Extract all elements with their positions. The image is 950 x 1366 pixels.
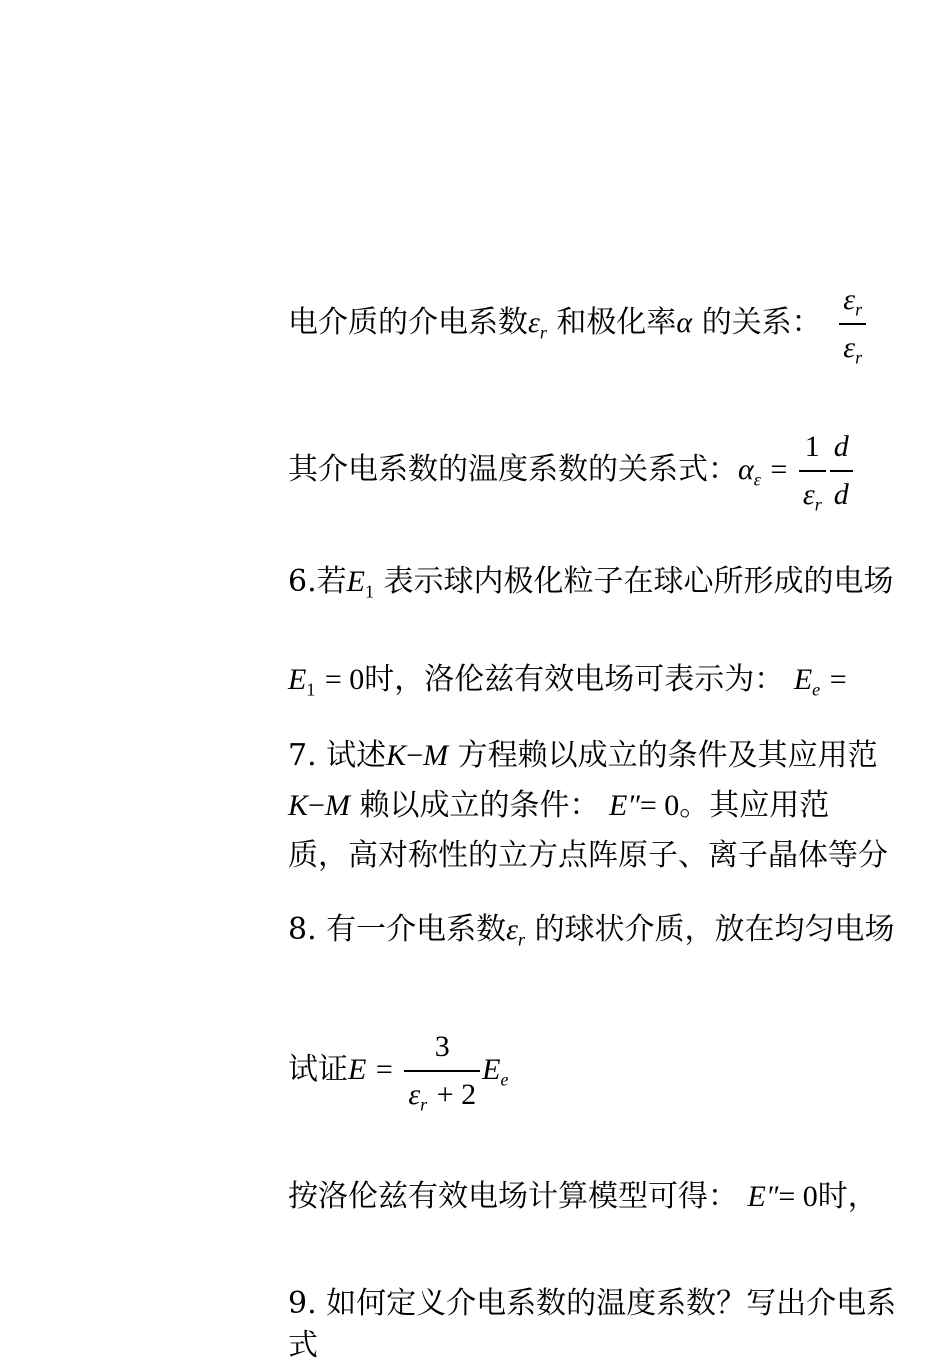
text-line-question-9: 9. 如何定义介电系数的温度系数？写出介电系 <box>288 1286 897 1321</box>
symbol-alpha-epsilon: $\alpha_\varepsilon$ <box>738 453 761 490</box>
text-line-question-6: 6.若$E_1$ 表示球内极化粒子在球心所形成的电场 <box>288 564 894 602</box>
symbol-E1: $E_1$ <box>346 565 374 602</box>
text-line-dielectric-constant-relation <box>288 283 868 368</box>
text-line-lorentz-model: 按洛伦兹有效电场计算模型可得： E″= 0时， <box>288 1179 878 1214</box>
text: 其介电系数的温度系数的关系式： <box>288 452 738 487</box>
fraction-one-over-epsilon: $\frac{1}{\varepsilon_r}$ <box>799 430 826 512</box>
text-line-km-applications: 质，高对称性的立方点阵原子、离子晶体等分 <box>288 838 888 873</box>
symbol-Ee: $E_e$ <box>482 1053 509 1090</box>
text-line-lorentz-field: $E_1 = 0$时，洛伦兹有效电场可表示为： $E_e$ = <box>288 662 847 700</box>
text: 的关系： <box>701 305 822 340</box>
symbol-alpha: α <box>676 306 693 339</box>
text: 电介质的介电系数 <box>288 305 528 340</box>
fraction-derivative: $\frac{d}{d}$ <box>830 430 853 512</box>
text: 和极化率 <box>556 305 677 340</box>
text-line-temperature-coefficient: 其介电系数的温度系数的关系式：$\alpha_\varepsilon$ = $\frac{1}{\varepsilon_r}$ $\frac{d}{d}$ <box>288 430 855 512</box>
text-line-km-conditions: K−M 赖以成立的条件： E″= 0。其应用范 <box>288 788 830 823</box>
symbol-epsilon-r: $\varepsilon_r$ <box>506 913 526 950</box>
symbol-E1: $E_1$ <box>288 663 316 700</box>
text-line-question-8: 8. 有一介电系数$\varepsilon_r$ 的球状介质，放在均匀电场 <box>288 912 895 950</box>
symbol-epsilon-r: $\varepsilon_r$ <box>528 306 547 343</box>
text-line-question-7: 7. 试述K−M 方程赖以成立的条件及其应用范 <box>288 738 878 773</box>
text-line-prove-equation: 试证E = $\frac{3}{\varepsilon_r + 2}$ $E_e$ <box>288 1030 509 1115</box>
fraction-epsilon-r: $\frac{\varepsilon_r}{\varepsilon_r}$ <box>839 283 866 365</box>
symbol-Ee: $E_e$ <box>793 663 821 700</box>
text-line-question-9-cont: 式 <box>288 1328 318 1363</box>
fraction-three-over-epsilon-plus-two: $\frac{3}{\varepsilon_r + 2}$ <box>404 1030 480 1112</box>
